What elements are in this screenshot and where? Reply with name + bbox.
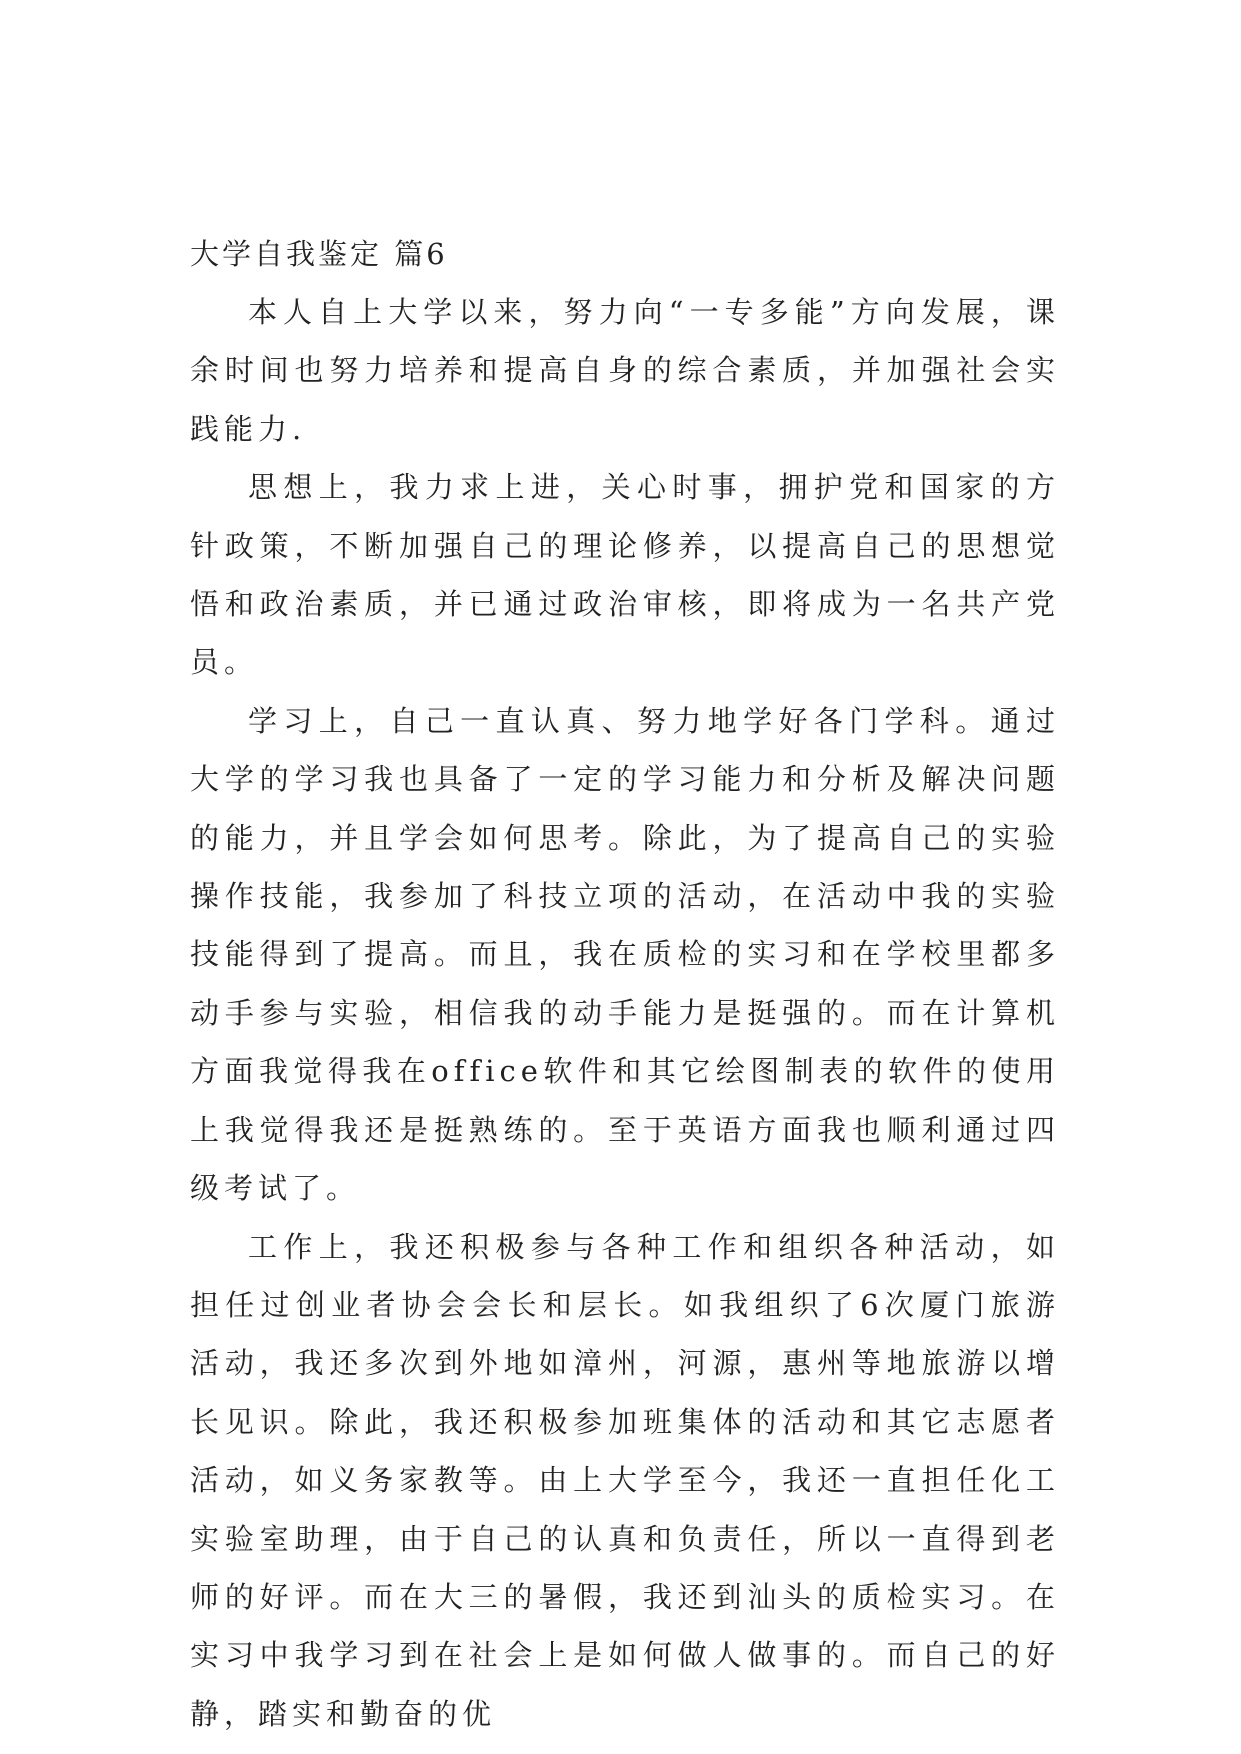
paragraph-study: 学习上，自己一直认真、努力地学好各门学科。通过大学的学习我也具备了一定的学习能力和分析及解决问题的能力，并且学会如何思考。除此，为了提高自己的实验操作技能，我参加了科技立项的活动，在活动中我的实验技能得到了提高。而且，我在质检的实习和在学校里都多动手参与实验，相信我的动手能力是挺强的。而在计算机方面我觉得我在office软件和其它绘图制表的软件的使用上我觉得我还是挺熟练的。至于英语方面我也顺利通过四级考试了。 (190, 703, 1060, 1206)
document-title: 大学自我鉴定 篇6 (190, 237, 448, 271)
paragraph-intro: 本人自上大学以来，努力向“一专多能”方向发展，课余时间也努力培养和提高自身的综合素质，并加强社会实践能力. (190, 295, 1060, 446)
paragraph-work: 工作上，我还积极参与各种工作和组织各种活动，如担任过创业者协会会长和层长。如我组织了6次厦门旅游活动，我还多次到外地如漳州，河源，惠州等地旅游以增长见识。除此，我还积极参加班集体的活动和其它志愿者活动，如义务家教等。由上大学至今，我还一直担任化工实验室助理，由于自己的认真和负责任，所以一直得到老师的好评。而在大三的暑假，我还到汕头的质检实习。在实习中我学习到在社会上是如何做人做事的。而自己的好静，踏实和勤奋的优 (190, 1229, 1060, 1731)
document-body (190, 225, 1060, 1743)
paragraph-ideology: 思想上，我力求上进，关心时事，拥护党和国家的方针政策，不断加强自己的理论修养，以提高自己的思想觉悟和政治素质，并已通过政治审核，即将成为一名共产党员。 (190, 470, 1060, 680)
